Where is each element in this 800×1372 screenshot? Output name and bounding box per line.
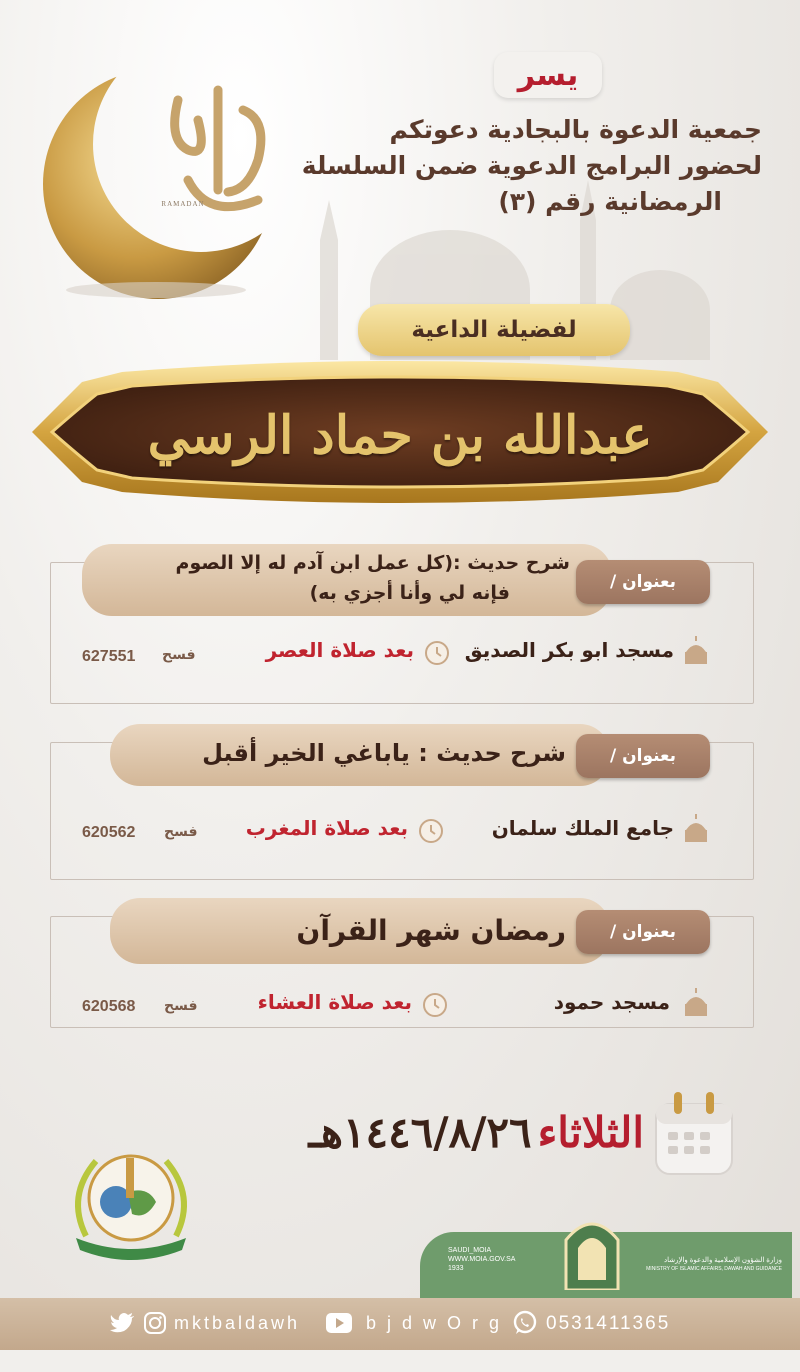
intro-line-2: لحضور البرامج الدعوية ضمن السلسلة [301,151,762,180]
lecture-1-topic [100,548,570,608]
instagram-icon[interactable] [144,1312,166,1334]
lecture-1-code: 627551 [82,648,136,665]
lecture-2-topic [120,736,566,770]
lecture-1-code-label: فسح [162,647,196,663]
lecture-2-code-label: فسح [164,824,198,840]
invitation-text [242,112,762,220]
moia-emblem-icon [560,1210,624,1290]
lecture-3-topic-line-1: رمضان شهر القرآن [296,914,566,947]
lecture-1-topic-line-1: شرح حديث :(كل عمل ابن آدم له إلا الصوم [175,552,570,574]
mosque-icon [680,986,712,1018]
calendar-icon [646,1086,742,1182]
lecture-2-time: بعد صلاة المغرب [245,816,408,840]
lecture-2-label: بعنوان / [576,734,710,778]
lecture-1-label: بعنوان / [576,560,710,604]
social-handle-1[interactable]: mktbaldawh [174,1313,301,1333]
lecture-3-time: بعد صلاة العشاء [257,990,412,1014]
moia-name-en: MINISTRY OF ISLAMIC AFFAIRS, DAWAH AND GUIDANCE [646,1266,782,1272]
lecture-2-code: 620562 [82,824,136,841]
moia-handle: SAUDI_MOIA [448,1247,492,1254]
clock-icon [424,640,450,666]
mosque-icon [680,812,712,844]
preacher-title: لفضيلة الداعية [358,304,630,356]
intro-line-3: الرمضانية رقم (٣) [498,187,722,216]
moia-contacts [448,1246,515,1273]
clock-icon [422,992,448,1018]
event-hijri-date: ١٤٤٦/٨/٢٦هـ [308,1108,532,1157]
association-seal-logo [56,1136,206,1266]
phone-number[interactable]: 0531411365 [546,1313,671,1334]
event-date [309,1108,644,1157]
moia-name [632,1256,782,1274]
lecture-3-code: 620568 [82,998,136,1015]
whatsapp-icon[interactable] [512,1310,538,1336]
moia-name-ar: وزارة الشؤون الإسلامية والدعوة والإرشاد [664,1257,782,1264]
lecture-1-mosque: مسجد ابو بكر الصديق [464,638,674,662]
moia-year: 1933 [448,1265,464,1272]
social-handle-2[interactable]: bjdwOrg [366,1313,511,1333]
lecture-2-topic-line-1: شرح حديث : ياباغي الخير أقبل [202,739,566,767]
ramadan-logo-text: RAMADAN [161,200,205,208]
mosque-icon [680,634,712,666]
moia-site: WWW.MOIA.GOV.SA [448,1256,516,1263]
clock-icon [418,818,444,844]
lecture-3-topic [130,912,566,950]
preacher-name: عبدالله بن حماد الرسي [147,404,653,466]
intro-line-1: جمعية الدعوة بالبجادية دعوتكم [389,115,762,144]
bottom-strip [0,1350,800,1372]
yusr-badge: يسر [494,52,602,98]
lecture-2-mosque: جامع الملك سلمان [491,816,674,840]
lecture-3-mosque: مسجد حمود [553,990,670,1014]
lecture-3-label: بعنوان / [576,910,710,954]
lecture-1-topic-line-2: فإنه لي وأنا أجزي به) [309,582,510,604]
event-day: الثلاثاء [537,1108,644,1157]
lecture-3-code-label: فسح [164,998,198,1014]
youtube-icon[interactable] [326,1313,352,1333]
lecture-1-time: بعد صلاة العصر [265,638,414,662]
twitter-icon[interactable] [110,1312,136,1334]
